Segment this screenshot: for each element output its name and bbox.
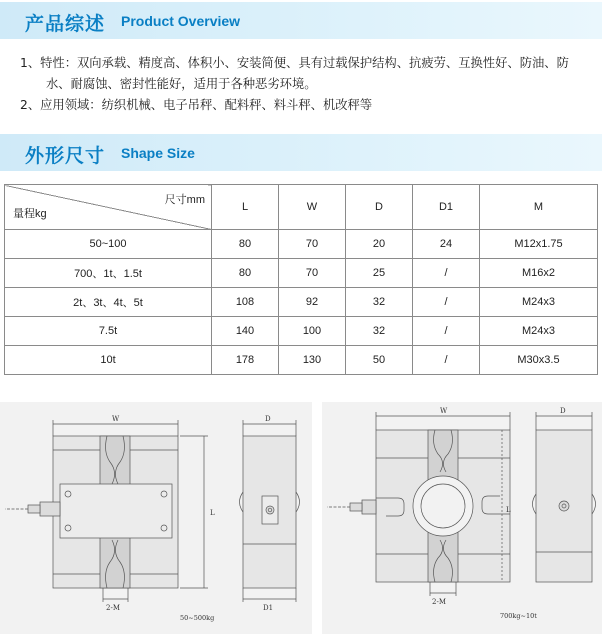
left-label-l: L: [210, 509, 215, 517]
overview-title-cn: 产品综述: [25, 13, 106, 35]
drawing-small-range: [0, 402, 312, 634]
drawing-large-range: [322, 402, 602, 634]
left-label-w: W: [112, 415, 120, 423]
overview-item-2: 2、应用领域：纺织机械、电子吊秤、配料秤、料斗秤、机改秤等: [20, 98, 373, 112]
cell-range: 700、1t、1.5t: [5, 259, 212, 288]
cell-d1: /: [413, 259, 480, 288]
cell-m: M30x3.5: [480, 346, 598, 375]
right-label-d: D: [560, 407, 566, 415]
cell-l: 80: [212, 259, 279, 288]
right-label-l: L: [506, 506, 511, 514]
table-row: [5, 346, 598, 375]
col-header-m: M: [480, 185, 598, 230]
cell-l: 80: [212, 230, 279, 259]
cell-d1: 24: [413, 230, 480, 259]
overview-text: [20, 53, 600, 116]
overview-header: [0, 2, 602, 39]
cell-d: 20: [346, 230, 413, 259]
shape-title-cn: 外形尺寸: [25, 145, 106, 167]
cell-range: 2t、3t、4t、5t: [5, 288, 212, 317]
cell-w: 92: [279, 288, 346, 317]
cell-m: M24x3: [480, 288, 598, 317]
cell-d1: /: [413, 317, 480, 346]
corner-size-label: 尺寸mm: [164, 194, 205, 206]
cell-d: 25: [346, 259, 413, 288]
col-header-w: W: [279, 185, 346, 230]
left-label-d: D: [265, 415, 271, 423]
cell-l: 178: [212, 346, 279, 375]
cell-m: M16x2: [480, 259, 598, 288]
shape-header: [0, 134, 602, 171]
col-header-d: D: [346, 185, 413, 230]
cell-d1: /: [413, 346, 480, 375]
right-caption: 700kg~10t: [500, 612, 537, 620]
left-caption: 50~500kg: [180, 614, 215, 622]
cell-l: 108: [212, 288, 279, 317]
drawing-small-svg: [0, 402, 312, 634]
cell-range: 10t: [5, 346, 212, 375]
left-label-2m: 2-M: [106, 604, 120, 612]
table-row: [5, 288, 598, 317]
table-row: [5, 317, 598, 346]
overview-item-1-cont: 水、耐腐蚀、密封性能好，适用于各种恶劣环境。: [46, 77, 317, 91]
shape-title-en: Shape Size: [121, 145, 195, 161]
table-corner-cell: [5, 185, 212, 230]
cell-d: 50: [346, 346, 413, 375]
col-header-l: L: [212, 185, 279, 230]
left-label-d1: D1: [263, 604, 274, 612]
table-header-row: [5, 185, 598, 230]
cell-d: 32: [346, 317, 413, 346]
dimension-table: [4, 184, 598, 375]
right-label-w: W: [440, 407, 448, 415]
cell-w: 70: [279, 230, 346, 259]
cell-d1: /: [413, 288, 480, 317]
cell-range: 7.5t: [5, 317, 212, 346]
cell-d: 32: [346, 288, 413, 317]
cell-w: 100: [279, 317, 346, 346]
cell-w: 70: [279, 259, 346, 288]
corner-range-label: 量程kg: [13, 208, 47, 220]
table-row: [5, 230, 598, 259]
overview-item-1: 1、特性：双向承载、精度高、体积小、安装简便、具有过载保护结构、抗疲劳、互换性好、防油、防: [20, 56, 569, 70]
cell-range: 50~100: [5, 230, 212, 259]
cell-m: M24x3: [480, 317, 598, 346]
cell-l: 140: [212, 317, 279, 346]
col-header-d1: D1: [413, 185, 480, 230]
cell-w: 130: [279, 346, 346, 375]
table-row: [5, 259, 598, 288]
overview-title-en: Product Overview: [121, 13, 241, 29]
drawing-large-svg: [322, 402, 602, 634]
right-label-2m: 2-M: [432, 598, 446, 606]
cell-m: M12x1.75: [480, 230, 598, 259]
